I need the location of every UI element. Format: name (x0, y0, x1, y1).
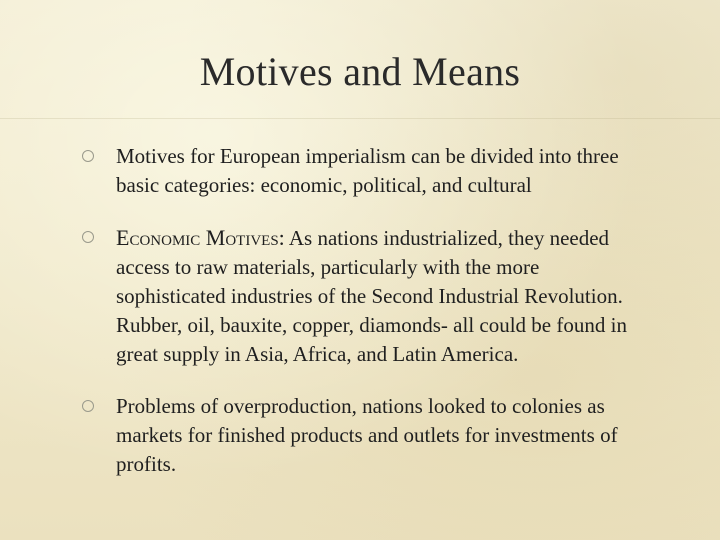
hollow-circle-bullet-icon (82, 231, 94, 243)
slide-title: Motives and Means (199, 49, 521, 94)
bullet-item-categories (80, 142, 640, 200)
bullet-list (80, 142, 640, 502)
bullet-text: As nations industrialized, they needed access to raw materials, particularly with the more sophisticated industries of the Second Industrial Revolution. Rubber, oil, bauxite, copper, diamonds- all could be found in great supply in Asia, Africa, and Latin America. (116, 226, 627, 366)
hollow-circle-bullet-icon (82, 150, 94, 162)
bullet-item-overproduction (80, 392, 640, 479)
title-divider (0, 118, 720, 119)
bullet-lead: Economic Motives: (116, 225, 285, 250)
bullet-text: Problems of overproduction, nations looked to colonies as markets for finished products and outlets for investments of profits. (116, 394, 618, 476)
hollow-circle-bullet-icon (82, 400, 94, 412)
bullet-text: Motives for European imperialism can be divided into three basic categories: economic, political, and cultural (116, 144, 619, 197)
bullet-item-economic-motives (80, 223, 640, 369)
